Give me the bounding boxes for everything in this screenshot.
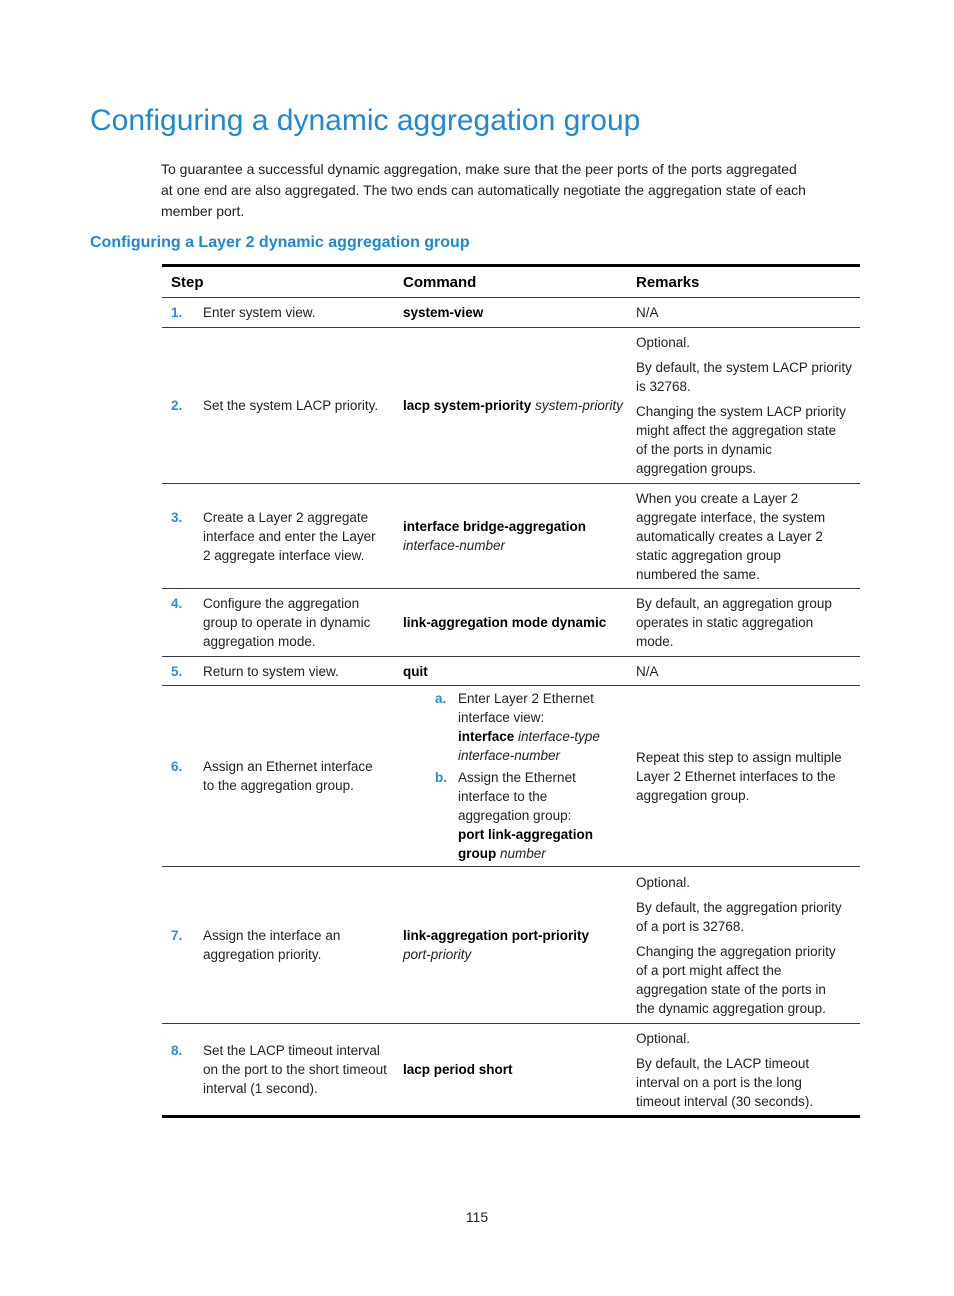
remarks-cell (628, 298, 860, 327)
remarks-line: By default, the system LACP priority (636, 360, 852, 375)
command-keyword: lacp system-priority (403, 398, 532, 413)
intro-paragraph (161, 159, 871, 222)
step-text-line: Configure the aggregation (203, 596, 360, 611)
remarks-line: static aggregation group (636, 547, 781, 563)
table-row (162, 867, 860, 1024)
remarks-paragraph (636, 898, 842, 936)
step-text-line: Set the system LACP priority. (203, 398, 379, 413)
step-cell (162, 328, 395, 483)
remarks-paragraph (636, 1029, 813, 1048)
command-argument: port-priority (403, 947, 472, 962)
step-number: 2. (171, 398, 183, 413)
remarks-line: Layer 2 Ethernet interfaces to the (636, 768, 836, 784)
step-text-line: Assign an Ethernet interface (203, 759, 373, 774)
remarks-line: Optional. (636, 335, 691, 350)
substep-text-line: Enter Layer 2 Ethernet (458, 691, 594, 706)
step-cell (162, 1024, 395, 1115)
remarks-paragraph (636, 594, 832, 651)
step-text (203, 303, 316, 322)
page-title: Configuring a dynamic aggregation group (90, 104, 641, 137)
substep (435, 768, 600, 863)
remarks-line: Changing the system LACP priority (636, 404, 846, 419)
remarks-line: Changing the aggregation priority (636, 943, 836, 959)
table-row (162, 1024, 860, 1115)
step-text (203, 662, 339, 681)
step-text-line: group to operate in dynamic (203, 615, 371, 630)
remarks-line: aggregation state of the ports in (636, 981, 826, 997)
remarks-paragraph (636, 303, 659, 322)
step-text-line: interval (1 second). (203, 1081, 318, 1096)
step-text-line: aggregation priority. (203, 947, 322, 962)
substep-letter: b. (435, 770, 447, 785)
step-text-line: 2 aggregate interface view. (203, 547, 365, 563)
command-keyword: system-view (403, 305, 484, 320)
substep-text-line: interface view: (458, 710, 545, 725)
step-text-line: Set the LACP timeout interval (203, 1043, 380, 1058)
step-cell (162, 686, 395, 866)
remarks-paragraph (636, 873, 842, 892)
intro-line: at one end are also aggregated. The two ends can automatically negotiate the aggregation state of each (161, 182, 806, 198)
step-number: 8. (171, 1043, 183, 1058)
remarks-cell (628, 867, 860, 1023)
substep-text-line: interface to the (458, 789, 548, 804)
step-text-line: on the port to the short timeout (203, 1062, 387, 1077)
command-keyword: port link-aggregation (458, 827, 593, 842)
substep (435, 689, 600, 765)
step-text (203, 396, 378, 415)
remarks-paragraph (636, 942, 842, 1018)
remarks-line: By default, an aggregation group (636, 596, 832, 611)
remarks-line: By default, the LACP timeout (636, 1055, 810, 1071)
substep-body (458, 768, 593, 863)
step-text-line: interface and enter the Layer (203, 528, 376, 544)
command-argument: interface-number (458, 748, 561, 763)
command-cell (395, 484, 628, 588)
table-row (162, 657, 860, 686)
remarks-cell (628, 686, 860, 866)
remarks-paragraph (636, 748, 842, 805)
command-argument: interface-type (518, 729, 600, 744)
table-header-row (162, 267, 860, 298)
header-command: Command (403, 273, 477, 291)
command-cell (395, 867, 628, 1023)
remarks-paragraph (636, 489, 825, 584)
step-text-line: Create a Layer 2 aggregate (203, 509, 369, 525)
substep-body (458, 689, 600, 765)
command-cell (395, 1024, 628, 1115)
command-argument: interface-number (403, 538, 506, 553)
command-argument: number (500, 846, 546, 861)
remarks-line: Repeat this step to assign multiple (636, 749, 842, 765)
step-number: 5. (171, 663, 183, 679)
remarks-line: numbered the same. (636, 566, 760, 582)
remarks-paragraph (636, 662, 659, 681)
table-row (162, 686, 860, 867)
table-row (162, 328, 860, 484)
remarks-line: operates in static aggregation (636, 615, 814, 630)
command-cell (395, 686, 628, 866)
command-cell (395, 657, 628, 685)
page-number: 115 (465, 1209, 489, 1225)
command-cell (395, 589, 628, 656)
step-text (203, 594, 370, 651)
remarks-line: When you create a Layer 2 (636, 490, 799, 506)
remarks-cell (628, 589, 860, 656)
command-cell (395, 328, 628, 483)
header-remarks: Remarks (636, 273, 700, 291)
remarks-line: Optional. (636, 874, 691, 890)
remarks-line: of the ports in dynamic (636, 442, 772, 457)
remarks-line: Optional. (636, 1030, 691, 1046)
substep-list (435, 689, 600, 863)
remarks-line: aggregation groups. (636, 461, 757, 476)
table-row (162, 589, 860, 657)
step-text-line: aggregation mode. (203, 634, 316, 649)
remarks-line: is 32768. (636, 379, 691, 394)
remarks-line: timeout interval (30 seconds). (636, 1093, 814, 1109)
remarks-paragraph (636, 1054, 813, 1111)
section-heading: Configuring a Layer 2 dynamic aggregation group (90, 234, 470, 251)
remarks-line: automatically creates a Layer 2 (636, 528, 823, 544)
remarks-cell (628, 328, 860, 483)
step-text (203, 508, 376, 565)
step-cell (162, 589, 395, 656)
remarks-cell (628, 657, 860, 685)
header-step: Step (171, 273, 204, 291)
command-argument: system-priority (535, 398, 623, 413)
step-number: 3. (171, 509, 183, 525)
command-keyword: interface bridge-aggregation (403, 519, 587, 534)
remarks-paragraph (636, 358, 852, 396)
remarks-line: By default, the aggregation priority (636, 899, 842, 915)
remarks-line: of a port is 32768. (636, 918, 745, 934)
remarks-cell (628, 484, 860, 588)
substep-letter: a. (435, 691, 447, 706)
step-text-line: Enter system view. (203, 305, 316, 320)
intro-line: To guarantee a successful dynamic aggregation, make sure that the peer ports of the ports aggregated (161, 161, 797, 177)
substep-text-line: aggregation group: (458, 808, 572, 823)
step-text-line: to the aggregation group. (203, 778, 354, 793)
table-row (162, 298, 860, 328)
command-keyword: lacp period short (403, 1062, 513, 1077)
table-row (162, 484, 860, 589)
command-keyword: quit (403, 663, 428, 679)
step-text-line: Assign the interface an (203, 928, 341, 943)
remarks-line: mode. (636, 634, 674, 649)
intro-line: member port. (161, 203, 245, 219)
command-cell (395, 298, 628, 327)
remarks-line: the dynamic aggregation group. (636, 1000, 826, 1016)
procedure-table (162, 264, 860, 1118)
command-keyword: link-aggregation port-priority (403, 928, 590, 943)
remarks-line: interval on a port is the long (636, 1074, 802, 1090)
remarks-line: N/A (636, 305, 659, 320)
step-cell (162, 657, 395, 685)
step-text (203, 757, 373, 795)
remarks-line: aggregate interface, the system (636, 509, 826, 525)
step-cell (162, 867, 395, 1023)
command-keyword: link-aggregation mode dynamic (403, 615, 607, 630)
step-number: 4. (171, 596, 183, 611)
remarks-cell (628, 1024, 860, 1115)
command-keyword: group (458, 846, 497, 861)
command-keyword: interface (458, 729, 515, 744)
remarks-line: of a port might affect the (636, 962, 782, 978)
step-number: 6. (171, 759, 183, 774)
step-number: 1. (171, 305, 183, 320)
step-cell (162, 298, 395, 327)
step-cell (162, 484, 395, 588)
step-text-line: Return to system view. (203, 663, 339, 679)
substep-text-line: Assign the Ethernet (458, 770, 576, 785)
remarks-paragraph (636, 333, 852, 352)
remarks-line: N/A (636, 663, 659, 679)
remarks-line: aggregation group. (636, 787, 750, 803)
step-text (203, 926, 340, 964)
remarks-line: might affect the aggregation state (636, 423, 837, 438)
step-text (203, 1041, 387, 1098)
step-number: 7. (171, 928, 183, 943)
remarks-paragraph (636, 402, 852, 478)
